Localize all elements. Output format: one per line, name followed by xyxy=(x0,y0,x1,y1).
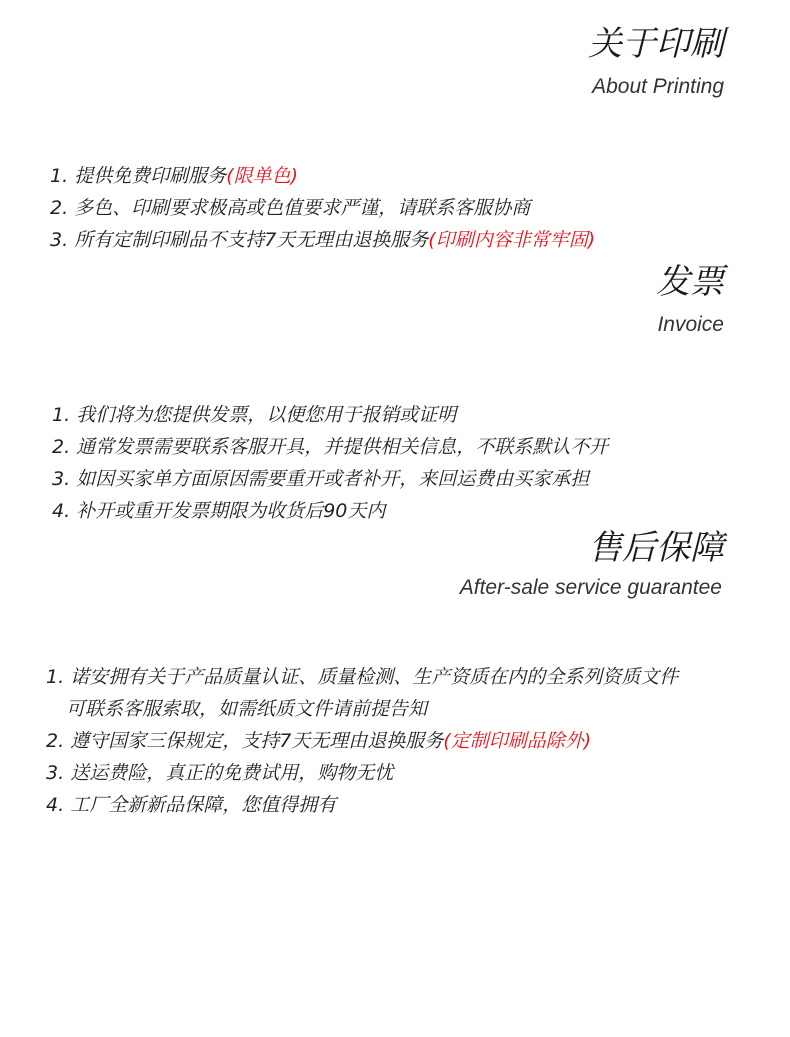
item-number: 1. xyxy=(46,666,65,688)
item-number: 3. xyxy=(50,229,69,251)
item-number: 2. xyxy=(46,730,65,752)
aftersale-subtitle: After-sale service guarantee xyxy=(459,576,722,599)
item-number: 3. xyxy=(52,468,71,490)
item-number: 2. xyxy=(50,197,69,219)
item-text: 补开或重开发票期限为收货后90天内 xyxy=(76,500,386,522)
item-number: 1. xyxy=(52,404,71,426)
aftersale-title: 售后保障 xyxy=(588,528,724,568)
printing-subtitle: About Printing xyxy=(592,75,724,98)
list-item xyxy=(50,224,595,256)
item-highlight: (印刷内容非常牢固) xyxy=(428,229,596,251)
printing-title: 关于印刷 xyxy=(588,24,724,64)
item-text: 诺安拥有关于产品质量认证、质量检测、生产资质在内的全系列资质文件 xyxy=(70,666,679,688)
item-number: 4. xyxy=(52,500,71,522)
item-text: 送运费险，真正的免费试用，购物无忧 xyxy=(70,762,394,784)
list-item xyxy=(46,661,678,725)
item-text: 工厂全新新品保障，您值得拥有 xyxy=(70,794,337,816)
item-text: 如因买家单方面原因需要重开或者补开，来回运费由买家承担 xyxy=(76,468,590,490)
item-number: 3. xyxy=(46,762,65,784)
item-highlight: (定制印刷品除外) xyxy=(443,730,592,752)
item-number: 1. xyxy=(50,165,69,187)
invoice-subtitle: Invoice xyxy=(657,313,724,336)
invoice-title: 发票 xyxy=(656,262,724,302)
item-continuation: 可联系客服索取，如需纸质文件请前提告知 xyxy=(66,698,428,720)
item-highlight: (限单色) xyxy=(226,165,299,187)
list-item xyxy=(46,789,678,821)
item-text: 所有定制印刷品不支持7天无理由退换服务 xyxy=(74,229,429,251)
list-item xyxy=(50,160,595,192)
item-text: 遵守国家三保规定，支持7天无理由退换服务 xyxy=(70,730,444,752)
item-text: 提供免费印刷服务 xyxy=(74,165,227,187)
list-item xyxy=(46,757,678,789)
aftersale-list xyxy=(46,661,678,821)
list-item xyxy=(52,399,608,431)
item-number: 2. xyxy=(52,436,71,458)
list-item xyxy=(52,495,608,527)
printing-list xyxy=(50,160,595,256)
item-text: 多色、印刷要求极高或色值要求严谨，请联系客服协商 xyxy=(74,197,531,219)
list-item xyxy=(50,192,595,224)
list-item xyxy=(52,431,608,463)
list-item xyxy=(52,463,608,495)
invoice-list xyxy=(52,399,608,527)
item-text: 我们将为您提供发票，以便您用于报销或证明 xyxy=(76,404,457,426)
item-text: 通常发票需要联系客服开具，并提供相关信息，不联系默认不开 xyxy=(76,436,609,458)
item-number: 4. xyxy=(46,794,65,816)
list-item xyxy=(46,725,678,757)
